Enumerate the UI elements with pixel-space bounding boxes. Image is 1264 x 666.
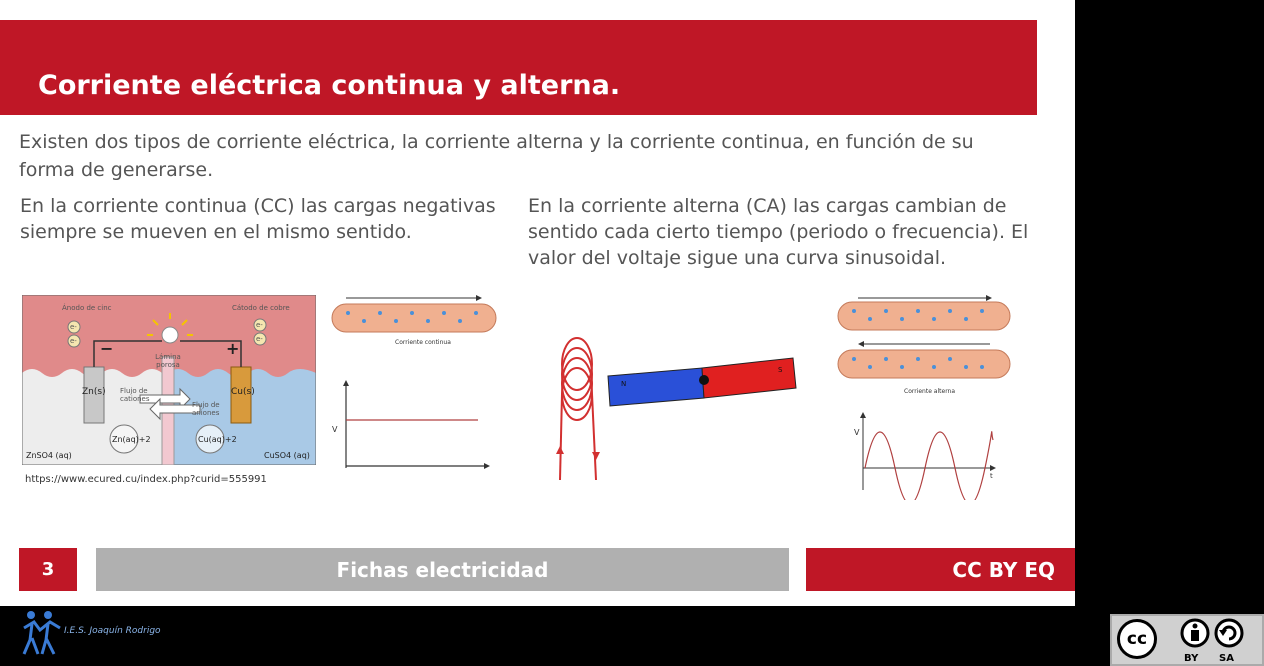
znso4-label: ZnSO4 (aq) [26, 451, 72, 460]
ac-caption: Corriente alterna [904, 388, 956, 395]
magnet-north-label: N [621, 380, 627, 388]
by-label: BY [1184, 653, 1199, 664]
dc-v-axis-label: V [332, 425, 338, 434]
cathode-label: Cátodo de cobre [232, 304, 290, 312]
sa-label: SA [1219, 653, 1234, 664]
anode-label: Ánodo de cinc [62, 304, 112, 312]
slide-title: Corriente eléctrica continua y alterna. [38, 70, 621, 101]
school-logo-icon [22, 610, 62, 656]
cuso4-label: CuSO4 (aq) [264, 451, 310, 460]
ac-paragraph: En la corriente alterna (CA) las cargas cambian de sentido cada cierto tiempo (periodo o frecuencia). El valor del voltaje sigue una curva sinusoidal. [528, 195, 1029, 269]
ac-illustration [830, 290, 1030, 500]
page-number: 3 [41, 559, 55, 580]
electron-label-4: e- [256, 335, 263, 343]
galvanic-cell-diagram [22, 295, 316, 465]
magnet-south-label: S [778, 366, 783, 374]
dc-caption: Corriente continua [395, 339, 451, 346]
plus-sign: + [226, 339, 240, 358]
cc-license-badge [1110, 614, 1264, 666]
cation-flow-label: Flujo de cationes [120, 387, 150, 403]
dc-illustration [326, 290, 506, 480]
source-url: https://www.ecured.cu/index.php?curid=555991 [25, 474, 267, 485]
ac-v-axis-label: V [854, 428, 860, 437]
electron-label-2: e- [70, 337, 77, 345]
footer-title: Fichas electricidad [336, 558, 549, 582]
copper-ion-label: Cu(aq)+2 [198, 435, 237, 444]
electron-label-1: e- [70, 323, 77, 331]
zinc-ion-label: Zn(aq)+2 [112, 435, 151, 444]
attribution-icon [1180, 618, 1210, 648]
license-box [806, 548, 1075, 591]
coil-magnet-illustration [550, 330, 810, 490]
page-number-box [19, 548, 77, 591]
share-alike-icon [1214, 618, 1244, 648]
dc-paragraph: En la corriente continua (CC) las cargas negativas siempre se mueven en el mismo sentido. [20, 195, 496, 243]
copper-electrode-label: Cu(s) [231, 387, 255, 397]
zinc-electrode-label: Zn(s) [82, 387, 106, 397]
membrane-label: Lámina porosa [155, 353, 181, 369]
anion-flow-label: Flujo de aniones [192, 401, 220, 417]
ac-t-axis-label: t [990, 472, 993, 480]
electron-label-3: e- [256, 321, 263, 329]
cc-icon-text: cc [1126, 629, 1148, 649]
school-name: I.E.S. Joaquín Rodrigo [64, 626, 161, 636]
intro-paragraph: Existen dos tipos de corriente eléctrica, la corriente alterna y la corriente continua, en función de su forma de generarse. [19, 131, 974, 181]
minus-sign: − [100, 339, 114, 358]
license-text: CC BY EQ [952, 558, 1055, 582]
cc-icon [1117, 619, 1157, 659]
footer-bar [96, 548, 789, 591]
